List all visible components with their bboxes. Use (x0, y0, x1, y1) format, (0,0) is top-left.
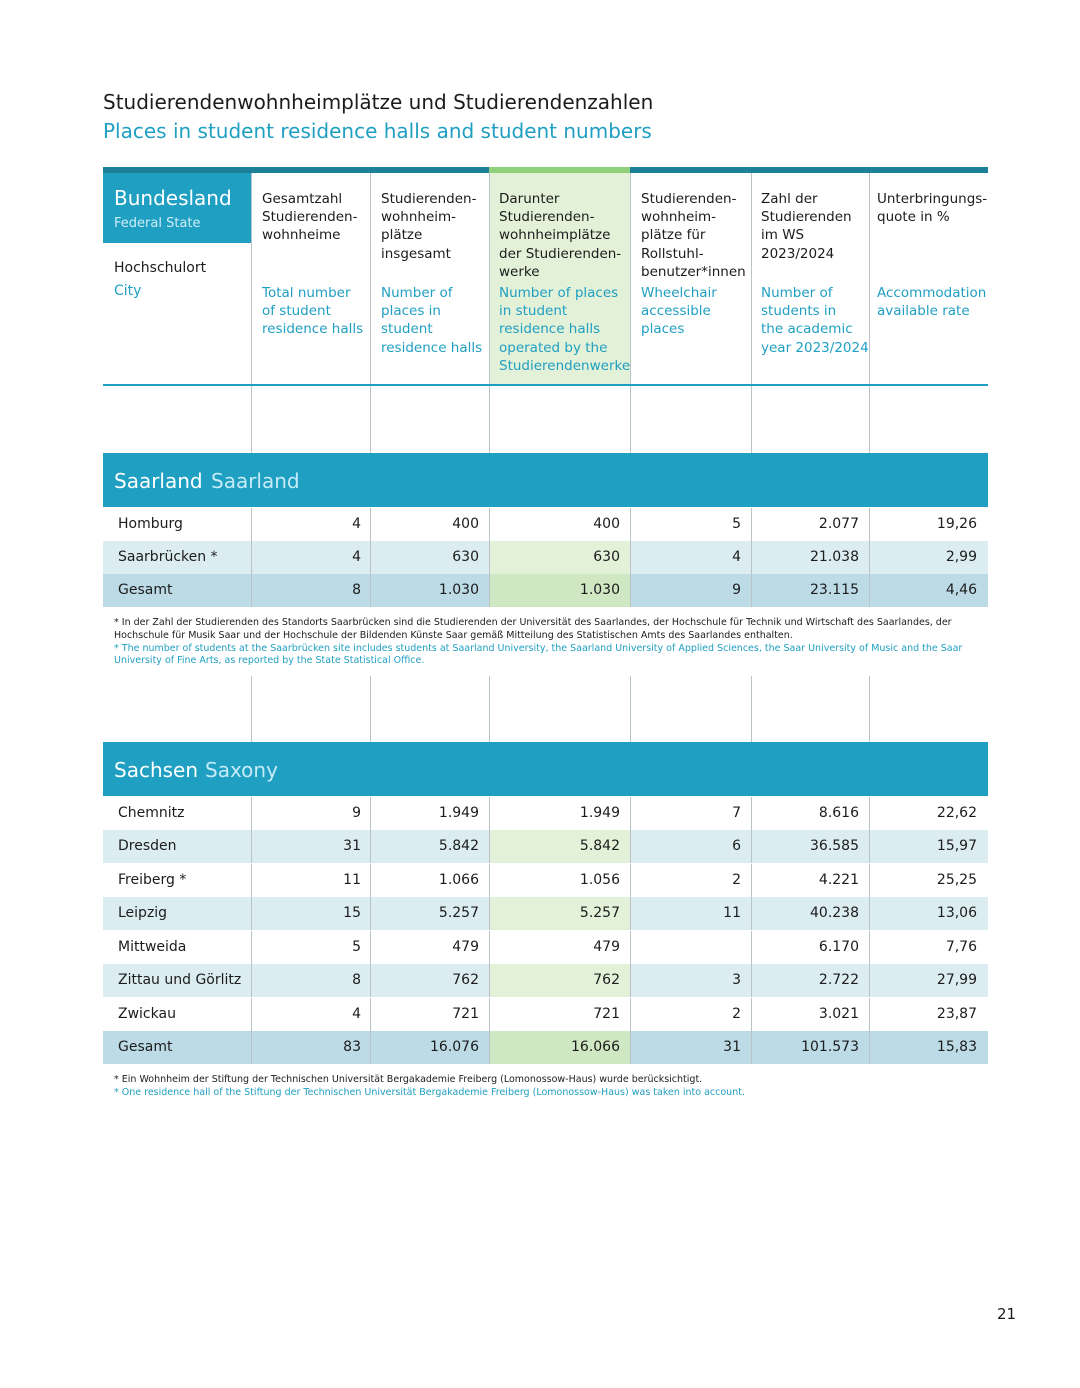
column-divider (630, 173, 631, 453)
table-row: Mittweida 5 479 479 6.170 7,76 (103, 931, 988, 964)
column-divider (370, 173, 371, 453)
section-title-en: Saarland (211, 469, 300, 493)
state-header-box (103, 173, 251, 243)
section-title: Saarland (114, 469, 203, 493)
table-row: Dresden 31 5.842 5.842 6 36.585 15,97 (103, 830, 988, 863)
column-divider (370, 676, 371, 742)
section-title: Sachsen (114, 758, 199, 782)
table-row: Zittau und Görlitz 8 762 762 3 2.722 27,99 (103, 964, 988, 997)
column-divider (489, 173, 490, 453)
header-bottom-rule (103, 384, 988, 386)
column-divider (751, 676, 752, 742)
page-subtitle: Places in student residence halls and student numbers (103, 119, 652, 143)
table-row: Chemnitz 9 1.949 1.949 7 8.616 22,62 (103, 797, 988, 830)
page-number: 21 (997, 1305, 1017, 1323)
table-row: Leipzig 15 5.257 5.257 11 40.238 13,06 (103, 897, 988, 930)
column-divider (630, 676, 631, 742)
table-row-total: Gesamt 83 16.076 16.066 31 101.573 15,83 (103, 1031, 988, 1064)
section-band-sachsen (103, 742, 988, 796)
table-row-total: Gesamt 8 1.030 1.030 9 23.115 4,46 (103, 574, 988, 607)
section-band-saarland (103, 453, 988, 507)
page-title: Studierendenwohnheimplätze und Studierendenzahlen (103, 90, 654, 114)
column-divider (489, 676, 490, 742)
city-header-label-en: City (114, 283, 142, 299)
column-divider (251, 676, 252, 742)
footnote-sachsen: * Ein Wohnheim der Stiftung der Technischen Universität Bergakademie Freiberg (Lomonossow-Haus) wurde berücksichtigt. * One residence hall of the Stiftung der Technischen Universität Bergakademie Freiberg (Lomonossow-Haus) was taken into account. (114, 1074, 745, 1098)
column-divider (251, 173, 252, 453)
column-divider (751, 173, 752, 453)
state-header-label-en: Federal State (114, 216, 201, 231)
column-divider (869, 676, 870, 742)
state-header-label: Bundesland (114, 186, 232, 210)
table-row: Saarbrücken * 4 630 630 4 21.038 2,99 (103, 541, 988, 574)
table-row: Freiberg * 11 1.066 1.056 2 4.221 25,25 (103, 864, 988, 897)
section-title-en: Saxony (205, 758, 278, 782)
footnote-saarland: * In der Zahl der Studierenden des Standorts Saarbrücken sind die Studierenden der Universität des Saarlandes, der Hochschule für Technik und Wirtschaft des Saarlandes, der Hochschule für Musik Saar und der Hochschule der Bildenden Künste Saar gemäß Mitteilung des Statistischen Amts des Saarlandes enthalten. * The number of students at the Saarbrücken site includes students at Saarland University, the Saarland University of Applied Sciences, the Saar University of Music and the Saar University of Fine Arts, as reported by the State Statistical Office. (114, 617, 963, 667)
column-divider (869, 173, 870, 453)
table-row: Zwickau 4 721 721 2 3.021 23,87 (103, 998, 988, 1031)
table-row: Homburg 4 400 400 5 2.077 19,26 (103, 508, 988, 541)
city-header-label: Hochschulort (114, 260, 207, 276)
